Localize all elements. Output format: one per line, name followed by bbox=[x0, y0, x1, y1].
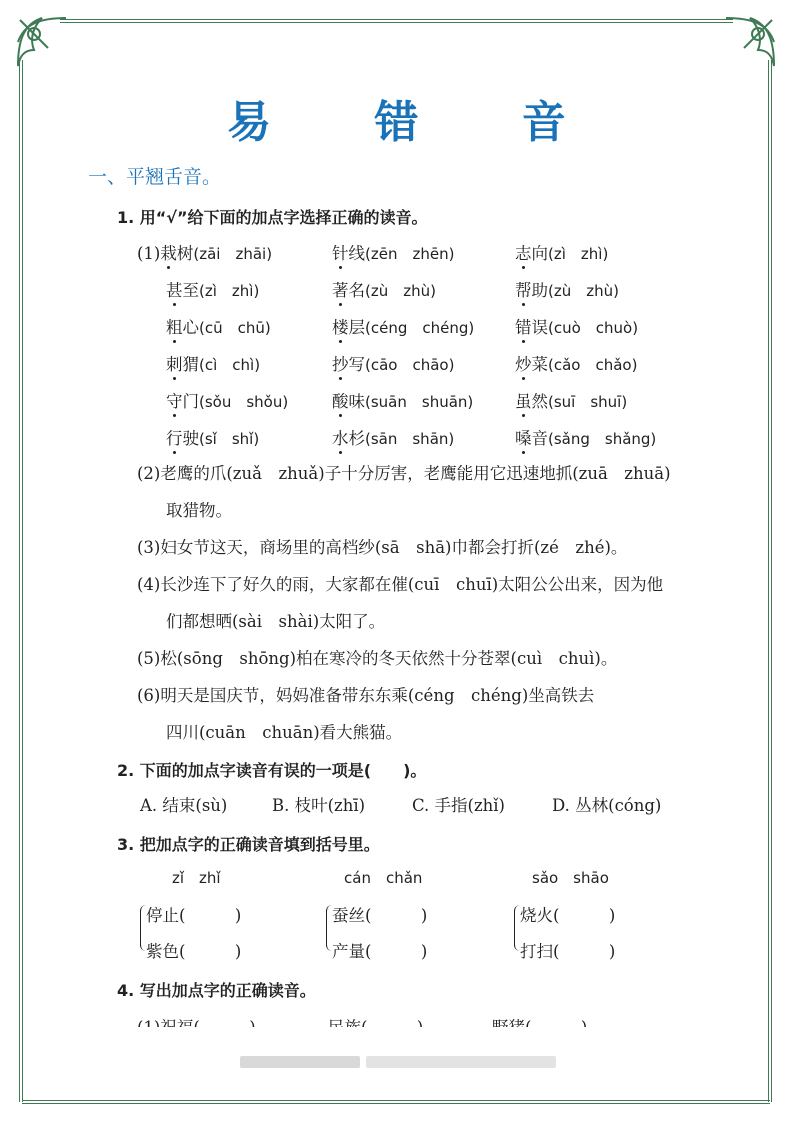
frame-right-border-lower bbox=[768, 1027, 772, 1102]
q1-sentence-6b: 四川(cuān chuān)看大熊猫。 bbox=[166, 723, 403, 742]
frame-right-border bbox=[768, 60, 772, 1030]
q2-option-a: A. 结束(sù) bbox=[140, 796, 228, 815]
question-2-label: 2. 下面的加点字读音有误的一项是( )。 bbox=[117, 761, 427, 780]
q2-option-c: C. 手指(zhǐ) bbox=[412, 796, 505, 815]
q3-group-3-word-a: 烧火( ) bbox=[520, 906, 616, 925]
q1-word-r3-c1: 粗心(cū chū) bbox=[166, 314, 271, 338]
q1-word-r2-c3: 帮助(zù zhù) bbox=[515, 277, 619, 301]
q1-word-r5-c2: 酸味(suān shuān) bbox=[332, 388, 473, 412]
q1-word-r4-c3: 炒菜(cǎo chǎo) bbox=[515, 351, 637, 375]
frame-left-border bbox=[19, 60, 23, 1030]
corner-ornament-top-left bbox=[10, 10, 74, 74]
q3-group-2-word-b: 产量( ) bbox=[332, 942, 428, 961]
q1-word-r3-c3: 错误(cuò chuò) bbox=[515, 314, 638, 338]
q1-sentence-2b: 取猎物。 bbox=[166, 501, 232, 520]
q1-word-r3-c2: 楼层(céng chéng) bbox=[332, 314, 474, 338]
frame-bottom-border-full bbox=[22, 1100, 770, 1104]
q1-sentence-2a: (2)老鹰的爪(zuǎ zhuǎ)子十分厉害，老鹰能用它迅速地抓(zuā zhuā) bbox=[137, 464, 671, 483]
q3-group-3-pinyin: sǎo shāo bbox=[532, 869, 609, 887]
q3-group-2-pinyin: cán chǎn bbox=[344, 869, 423, 887]
page-title: 易 错 音 bbox=[227, 97, 610, 148]
q3-group-1-pinyin: zǐ zhǐ bbox=[172, 869, 221, 887]
q1-word-r2-c1: 甚至(zì zhì) bbox=[166, 277, 259, 301]
q1-word-r4-c1: 刺猬(cì chì) bbox=[166, 351, 260, 375]
q1-sentence-4a: (4)长沙连下了好久的雨，大家都在催(cuī chuī)太阳公公出来，因为他 bbox=[137, 575, 664, 594]
question-3-label: 3. 把加点字的正确读音填到括号里。 bbox=[117, 835, 380, 854]
frame-left-border-lower bbox=[19, 1027, 23, 1102]
q2-option-d: D. 丛林(cóng) bbox=[552, 796, 662, 815]
q1-word-r5-c1: 守门(sǒu shǒu) bbox=[166, 388, 288, 412]
section-heading: 一、平翘舌音。 bbox=[88, 166, 222, 188]
q1-word-r2-c2: 著名(zù zhù) bbox=[332, 277, 436, 301]
question-1-label: 1. 用“√”给下面的加点字选择正确的读音。 bbox=[117, 208, 428, 227]
q1-sentence-3: (3)妇女节这天，商场里的高档纱(sā shā)巾都会打折(zé zhé)。 bbox=[137, 538, 628, 557]
q1-word-r1-c1: (1)栽树(zāi zhāi) bbox=[137, 240, 272, 264]
frame-top-border bbox=[60, 19, 733, 23]
q1-word-r1-c2: 针线(zēn zhēn) bbox=[332, 240, 454, 264]
blurred-watermark-left bbox=[240, 1056, 360, 1068]
q1-word-r5-c3: 虽然(suī shuī) bbox=[515, 388, 627, 412]
q3-group-1-word-a: 停止( ) bbox=[146, 906, 242, 925]
corner-ornament-top-right bbox=[718, 10, 782, 74]
q3-group-3-word-b: 打扫( ) bbox=[520, 942, 616, 961]
q3-group-1-word-b: 紫色( ) bbox=[146, 942, 242, 961]
q1-sentence-6a: (6)明天是国庆节，妈妈准备带东东乘(céng chéng)坐高铁去 bbox=[137, 686, 595, 705]
q1-word-r6-c3: 嗓音(sǎng shǎng) bbox=[515, 425, 656, 449]
question-4-label: 4. 写出加点字的正确读音。 bbox=[117, 981, 316, 1000]
q1-word-r4-c2: 抄写(cāo chāo) bbox=[332, 351, 454, 375]
q1-sentence-4b: 们都想晒(sài shài)太阳了。 bbox=[166, 612, 386, 631]
q3-group-2-word-a: 蚕丝( ) bbox=[332, 906, 428, 925]
blurred-watermark-right bbox=[366, 1056, 556, 1068]
q2-option-b: B. 枝叶(zhī) bbox=[272, 796, 366, 815]
q1-word-r6-c1: 行驶(sǐ shǐ) bbox=[166, 425, 259, 449]
page-cutoff-mask bbox=[0, 1027, 793, 1123]
q1-sentence-5: (5)松(sōng shōng)柏在寒冷的冬天依然十分苍翠(cuì chuì)。 bbox=[137, 649, 618, 668]
q1-word-r6-c2: 水杉(sān shān) bbox=[332, 425, 454, 449]
q1-word-r1-c3: 志向(zì zhì) bbox=[515, 240, 608, 264]
